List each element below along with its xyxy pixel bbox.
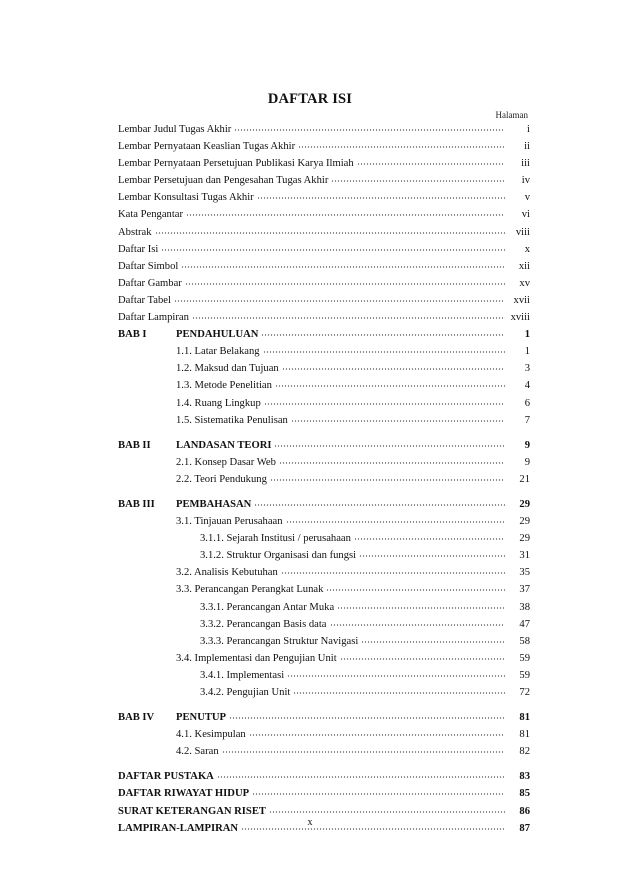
toc-entry[interactable]	[118, 261, 530, 278]
toc-subsection[interactable]	[118, 398, 530, 415]
dot-leader	[298, 146, 505, 148]
toc-entry-label: Daftar Tabel	[118, 294, 171, 306]
toc-subsection[interactable]	[118, 746, 530, 763]
toc-entry-page: 81	[519, 729, 530, 741]
dot-leader	[357, 163, 505, 165]
toc-back-matter[interactable]	[118, 788, 530, 805]
toc-chapter[interactable]	[118, 440, 530, 457]
toc-entry-label: 2.2. Teori Pendukung	[176, 473, 267, 485]
toc-subsection[interactable]	[118, 415, 530, 432]
dot-leader	[263, 351, 505, 353]
toc-entry-label: 1.4. Ruang Lingkup	[176, 397, 261, 409]
dot-leader	[354, 538, 505, 540]
dot-leader	[174, 300, 505, 302]
toc-entry-label: 4.1. Kesimpulan	[176, 729, 246, 741]
toc-entry-label: 3.4. Implementasi dan Pengujian Unit	[176, 652, 337, 664]
page-title: DAFTAR ISI	[267, 91, 353, 107]
toc-entry-page: 31	[519, 550, 530, 562]
dot-leader	[234, 129, 505, 131]
dot-leader	[186, 214, 505, 216]
chapter-number: BAB II	[118, 439, 151, 451]
toc-entry-page: 21	[519, 473, 530, 485]
toc-entry-page: 7	[524, 414, 530, 426]
toc-entry-page: 83	[519, 771, 530, 783]
toc-entry-label: 3.3.1. Perancangan Antar Muka	[200, 601, 335, 613]
toc-subsubsection[interactable]	[118, 687, 530, 704]
dot-leader	[261, 334, 505, 336]
toc-entry-label: Daftar Gambar	[118, 277, 182, 289]
toc-entry-page: 29	[519, 533, 530, 545]
toc-entry-page: 87	[519, 822, 530, 834]
toc-entry-page: 3	[524, 363, 530, 375]
dot-leader	[281, 572, 505, 574]
toc-subsection[interactable]	[118, 363, 530, 380]
toc-entry-label: 1.2. Maksud dan Tujuan	[176, 363, 279, 375]
toc-entry-label: LANDASAN TEORI	[176, 439, 272, 451]
toc-entry-page: xvii	[513, 294, 530, 306]
toc-entry[interactable]	[118, 312, 530, 329]
toc-entry-label: SURAT KETERANGAN RISET	[118, 805, 266, 817]
toc-entry-page: x	[524, 243, 530, 255]
toc-entry-label: PENDAHULUAN	[176, 329, 259, 341]
toc-subsection[interactable]	[118, 567, 530, 584]
toc-subsubsection[interactable]	[118, 619, 530, 636]
toc-entry-label: Daftar Isi	[118, 243, 159, 255]
toc-subsection[interactable]	[118, 380, 530, 397]
dot-leader	[257, 197, 505, 199]
dot-leader	[192, 317, 505, 319]
toc-subsection[interactable]	[118, 516, 530, 533]
toc-entry-label: LAMPIRAN-LAMPIRAN	[118, 822, 239, 834]
toc-subsection[interactable]	[118, 474, 530, 491]
dot-leader	[291, 420, 505, 422]
dot-leader	[286, 521, 505, 523]
toc-entry-page: 9	[524, 456, 530, 468]
toc-entry-label: 1.3. Metode Penelitian	[176, 380, 272, 392]
chapter-number: BAB IV	[118, 712, 155, 724]
toc-entry-label: 3.3.3. Perancangan Struktur Navigasi	[200, 635, 359, 647]
toc-entry-page: 85	[519, 788, 530, 800]
toc-subsubsection[interactable]	[118, 670, 530, 687]
dot-leader	[222, 751, 505, 753]
dot-leader	[274, 445, 505, 447]
toc-entry-label: 3.1. Tinjauan Perusahaan	[176, 516, 283, 528]
toc-entry[interactable]	[118, 244, 530, 261]
toc-entry-page: viii	[515, 226, 530, 238]
toc-entry-label: 4.2. Saran	[176, 746, 219, 758]
dot-leader	[249, 734, 505, 736]
toc-entry-page: v	[524, 192, 530, 204]
section-gap	[118, 704, 530, 712]
toc-entry-label: Lembar Konsultasi Tugas Akhir	[118, 192, 254, 204]
toc-entry-page: 58	[519, 635, 530, 647]
toc-entry-page: 37	[519, 584, 530, 596]
toc-entry-page: iv	[521, 175, 530, 187]
toc-entry-label: 3.3. Perancangan Perangkat Lunak	[176, 584, 324, 596]
toc-entry-page: 47	[519, 618, 530, 630]
toc-entry-page: 4	[524, 380, 530, 392]
dot-leader	[270, 479, 505, 481]
dot-leader	[275, 385, 505, 387]
dot-leader	[279, 462, 505, 464]
toc-entry-page: 1	[524, 346, 530, 358]
dot-leader	[252, 793, 505, 795]
chapter-number: BAB III	[118, 498, 155, 510]
dot-leader	[269, 811, 505, 813]
toc-entry-page: xv	[519, 277, 530, 289]
toc-back-matter[interactable]	[118, 771, 530, 788]
toc-subsection[interactable]	[118, 584, 530, 601]
toc-subsubsection[interactable]	[118, 636, 530, 653]
toc-subsection[interactable]	[118, 346, 530, 363]
dot-leader	[331, 180, 505, 182]
toc-entry-label: Lembar Judul Tugas Akhir	[118, 124, 232, 135]
toc-entry-page: 38	[519, 601, 530, 613]
toc-subsection[interactable]	[118, 729, 530, 746]
dot-leader	[181, 266, 505, 268]
toc-entry-page: 1	[524, 329, 530, 341]
dot-leader	[264, 403, 505, 405]
toc-entry-page: xii	[518, 260, 530, 272]
toc-chapter[interactable]	[118, 712, 530, 729]
toc-entry-page: 9	[524, 439, 530, 451]
table-of-contents	[118, 124, 530, 840]
toc-entry-page: 6	[524, 397, 530, 409]
toc-entry[interactable]	[118, 278, 530, 295]
toc-entry-page: iii	[521, 158, 530, 170]
dot-leader	[326, 589, 505, 591]
dot-leader	[185, 283, 505, 285]
toc-entry-page: 82	[519, 746, 530, 758]
toc-entry-label: Daftar Lampiran	[118, 312, 189, 324]
toc-entry-label: PEMBAHASAN	[176, 498, 252, 510]
toc-subsection[interactable]	[118, 653, 530, 670]
dot-leader	[340, 658, 505, 660]
toc-entry-label: Kata Pengantar	[118, 209, 184, 221]
toc-entry-label: 3.3.2. Perancangan Basis data	[200, 618, 327, 630]
toc-entry-label: 1.5. Sistematika Penulisan	[176, 414, 288, 426]
toc-entry-label: 3.2. Analisis Kebutuhan	[176, 567, 278, 579]
toc-entry[interactable]	[118, 175, 530, 192]
toc-entry-label: 2.1. Konsep Dasar Web	[176, 456, 276, 468]
toc-entry[interactable]	[118, 295, 530, 312]
dot-leader	[359, 555, 505, 557]
toc-entry-label: Lembar Pernyataan Persetujuan Publikasi Karya Ilmiah	[118, 158, 354, 170]
dot-leader	[330, 624, 506, 626]
toc-entry[interactable]	[118, 209, 530, 226]
toc-entry-page: 35	[519, 567, 530, 579]
toc-entry[interactable]	[118, 227, 530, 244]
toc-entry-label: 3.4.2. Pengujian Unit	[200, 687, 291, 698]
toc-entry-label: 1.1. Latar Belakang	[176, 346, 260, 358]
toc-subsection[interactable]	[118, 457, 530, 474]
dot-leader	[287, 675, 505, 677]
toc-entry-label: Abstrak	[118, 226, 152, 238]
toc-entry-label: 3.4.1. Implementasi	[200, 669, 285, 681]
dot-leader	[155, 232, 505, 234]
toc-entry-page: 59	[519, 669, 530, 681]
toc-entry[interactable]	[118, 141, 530, 158]
chapter-number: BAB I	[118, 329, 147, 341]
section-gap	[118, 763, 530, 771]
toc-entry-label: DAFTAR PUSTAKA	[118, 771, 214, 783]
toc-entry-label: 3.1.2. Struktur Organisasi dan fungsi	[200, 550, 357, 562]
dot-leader	[361, 641, 505, 643]
dot-leader	[337, 607, 505, 609]
dot-leader	[161, 249, 505, 251]
toc-chapter[interactable]	[118, 499, 530, 516]
dot-leader	[217, 776, 505, 778]
dot-leader	[282, 368, 505, 370]
toc-entry-page: 59	[519, 652, 530, 664]
toc-entry-label: PENUTUP	[176, 712, 227, 724]
toc-subsubsection[interactable]	[118, 533, 530, 550]
toc-subsubsection[interactable]	[118, 602, 530, 619]
toc-entry-label: Daftar Simbol	[118, 260, 179, 272]
toc-subsubsection[interactable]	[118, 550, 530, 567]
toc-entry-label: Lembar Persetujuan dan Pengesahan Tugas Akhir	[118, 175, 329, 187]
dot-leader	[293, 692, 505, 694]
toc-entry-page: 29	[519, 516, 530, 528]
toc-entry-label: DAFTAR RIWAYAT HIDUP	[118, 788, 250, 800]
toc-entry-page: vi	[521, 209, 530, 221]
toc-entry-label: Lembar Pernyataan Keaslian Tugas Akhir	[118, 141, 296, 153]
toc-entry-page: xviii	[510, 312, 530, 324]
toc-entry[interactable]	[118, 192, 530, 209]
toc-chapter[interactable]	[118, 329, 530, 346]
toc-entry[interactable]	[118, 158, 530, 175]
toc-entry-page: 81	[519, 712, 530, 724]
dot-leader	[254, 504, 505, 506]
toc-entry-page: ii	[524, 141, 530, 153]
section-gap	[118, 432, 530, 440]
toc-entry-page: 72	[519, 687, 530, 698]
page-column-header: Halaman	[495, 110, 528, 120]
toc-entry-page: i	[527, 124, 530, 135]
toc-entry-page: 86	[519, 805, 530, 817]
toc-entry[interactable]	[118, 124, 530, 141]
dot-leader	[229, 717, 505, 719]
toc-entry-page: 29	[519, 498, 530, 510]
toc-entry-label: 3.1.1. Sejarah Institusi / perusahaan	[200, 533, 351, 545]
section-gap	[118, 491, 530, 499]
page-number: x	[307, 817, 313, 828]
